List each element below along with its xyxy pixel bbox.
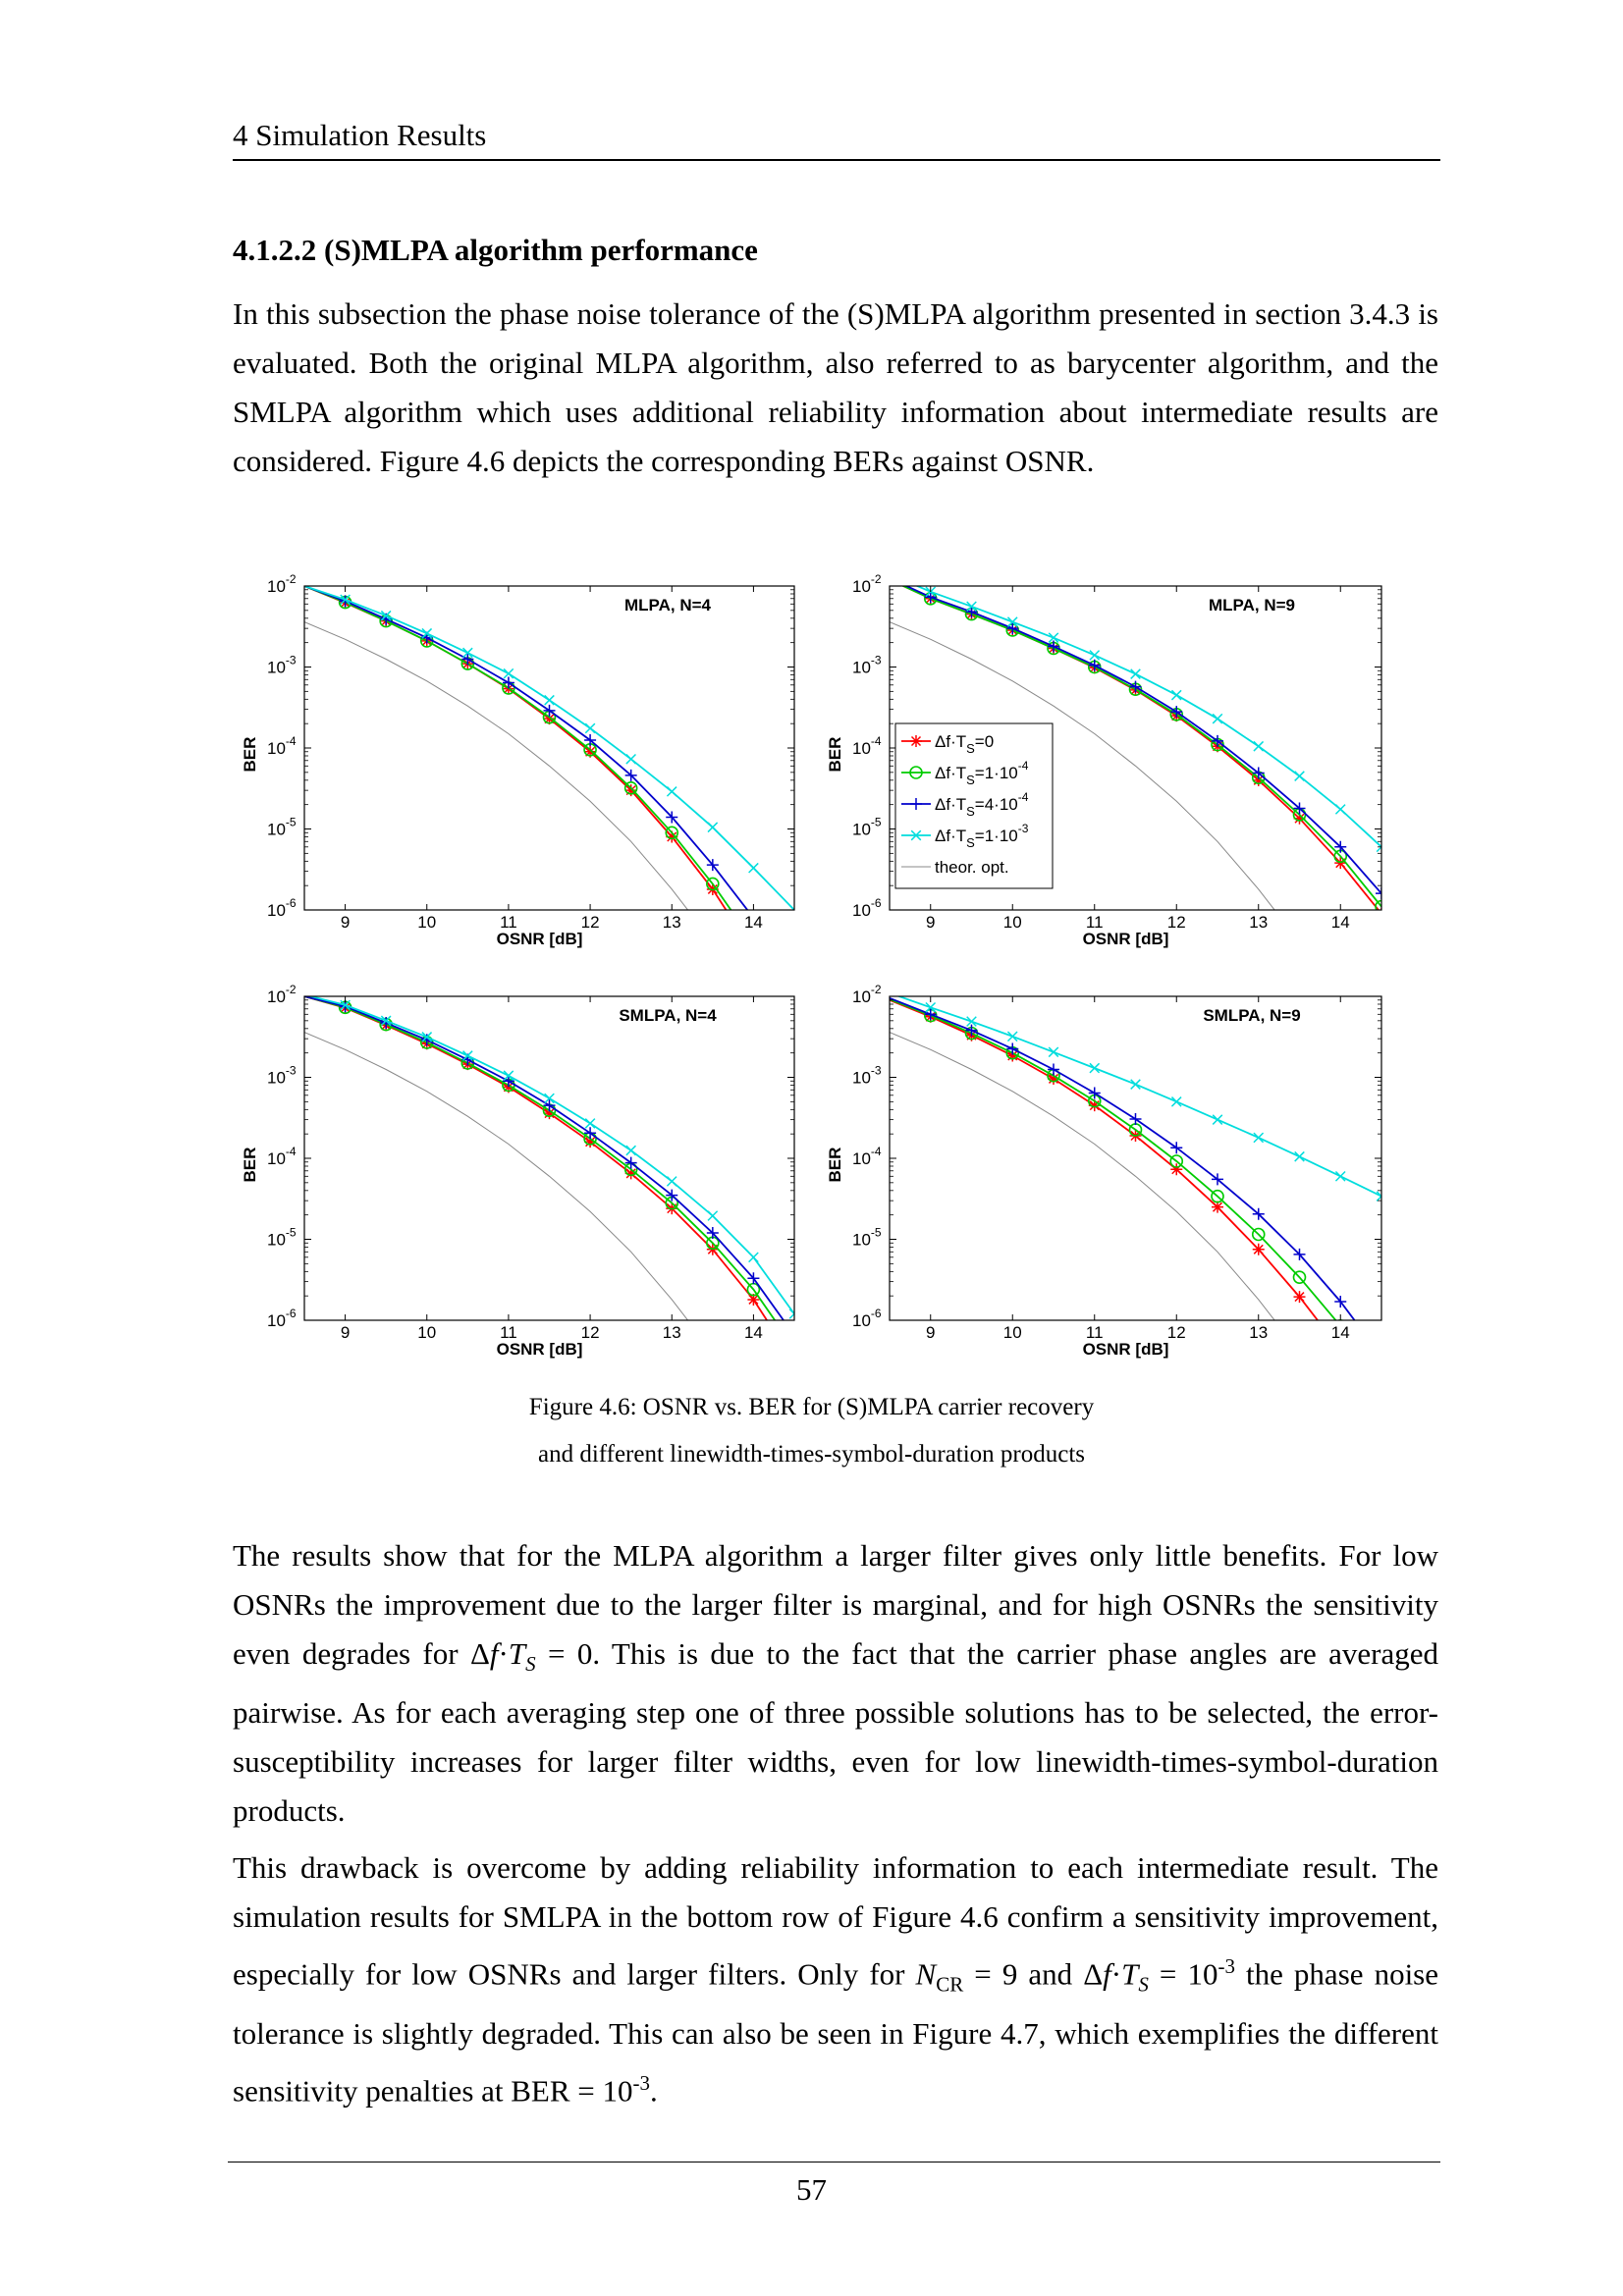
footer-rule: [228, 2162, 1440, 2163]
x-tick-label: 11: [1085, 913, 1104, 932]
data-point: [667, 1177, 676, 1187]
para3-exp1: -3: [1217, 1954, 1235, 1978]
plot-title: MLPA, N=4: [623, 596, 712, 614]
data-point: [1294, 1291, 1306, 1303]
para3-text-2: = 9 and Δ: [963, 1956, 1104, 1992]
x-tick-label: 13: [1249, 913, 1269, 932]
data-point: [749, 1253, 759, 1262]
axes-3: [241, 983, 794, 1359]
legend-label: $\Delta f\cdot T_S=0$: [935, 732, 995, 756]
x-tick-label: 14: [1330, 1323, 1350, 1342]
plot-title: SMLPA, N=9: [1203, 1006, 1301, 1025]
y-tick-label: $10^{-4}$: [267, 734, 297, 758]
x-tick-label: 13: [1249, 1323, 1269, 1342]
y-tick-label: $10^{-4}$: [852, 1145, 882, 1168]
x-tick-label: 13: [662, 913, 681, 932]
y-tick-label: $10^{-6}$: [852, 1307, 882, 1330]
para2-t: T: [508, 1636, 526, 1671]
y-tick-label: $10^{-3}$: [267, 1063, 297, 1088]
data-point: [1130, 1113, 1142, 1125]
axes-1: [241, 572, 794, 948]
para3-exp2: -3: [632, 2070, 651, 2095]
plot-mlpa-n4: [304, 586, 800, 1072]
data-point: [1131, 1080, 1141, 1090]
data-point: [1335, 805, 1345, 815]
data-point: [708, 1211, 718, 1221]
series-line: [304, 586, 794, 977]
data-point: [667, 787, 676, 797]
series-line: [304, 586, 794, 910]
x-axis-label: OSNR [dB]: [496, 1340, 583, 1359]
data-point: [1295, 1151, 1305, 1161]
x-tick-label: 9: [926, 913, 936, 932]
x-tick-label: 9: [340, 913, 351, 932]
data-point: [626, 754, 636, 764]
data-point: [1295, 772, 1305, 781]
data-point: [1212, 1201, 1223, 1213]
x-tick-label: 12: [580, 913, 600, 932]
series-line: [304, 622, 794, 1072]
para3-n: N: [915, 1956, 937, 1992]
data-point: [788, 1343, 800, 1355]
x-tick-label: 10: [417, 1323, 437, 1342]
data-point: [545, 695, 555, 705]
data-point: [1334, 1344, 1346, 1356]
x-tick-label: 11: [1085, 1323, 1104, 1342]
y-tick-label: $10^{-5}$: [267, 815, 297, 839]
figure-caption-line1: Figure 4.6: OSNR vs. BER for (S)MLPA carrier recovery: [528, 1394, 1095, 1420]
data-point: [1376, 1351, 1387, 1362]
data-point: [1049, 1047, 1058, 1057]
x-axis-label: OSNR [dB]: [1082, 930, 1169, 948]
plot-title: MLPA, N=9: [1208, 596, 1296, 614]
data-point: [1253, 1244, 1265, 1255]
series-line: [304, 586, 794, 1023]
para2-f: f: [489, 1636, 499, 1671]
y-tick-label: $10^{-2}$: [267, 572, 297, 596]
plot-frame: [304, 586, 794, 910]
series-line: [890, 993, 1381, 1197]
series-line: [890, 1000, 1381, 1384]
plot-title: SMLPA, N=4: [619, 1006, 717, 1025]
series-line: [890, 998, 1381, 1357]
legend-label: $\Delta f\cdot T_S=1\cdot 10^{-4}$: [935, 759, 1029, 787]
para2-t-sub: S: [525, 1652, 536, 1677]
para3-n-sub: CR: [936, 1972, 964, 1997]
data-point: [1254, 1133, 1264, 1143]
para3-text-5: .: [650, 2072, 658, 2108]
data-point: [1171, 1097, 1181, 1107]
x-tick-label: 10: [1002, 1323, 1022, 1342]
data-point: [749, 863, 759, 873]
x-tick-label: 11: [500, 1323, 517, 1342]
y-tick-label: $10^{-5}$: [852, 1225, 882, 1250]
data-point: [788, 971, 800, 983]
x-tick-label: 12: [1166, 1323, 1186, 1342]
legend-label: theor. opt.: [935, 858, 1009, 877]
y-tick-label: $10^{-5}$: [267, 1225, 297, 1250]
y-tick-label: $10^{-6}$: [267, 896, 297, 920]
y-axis-label: BER: [826, 736, 844, 773]
plot-frame: [304, 996, 794, 1320]
data-point: [788, 1329, 800, 1341]
data-point: [1213, 714, 1222, 723]
x-tick-label: 12: [1166, 913, 1186, 932]
para2-dot: ·: [498, 1636, 509, 1671]
data-point: [1090, 651, 1100, 661]
x-tick-label: 9: [340, 1323, 351, 1342]
plot-smlpa-n9: [890, 993, 1387, 1384]
running-title: 4 Simulation Results: [233, 118, 487, 152]
data-point: [585, 1119, 595, 1129]
data-point: [1334, 857, 1346, 869]
legend-label: $\Delta f\cdot T_S=1\cdot 10^{-3}$: [935, 822, 1029, 850]
page-number: 57: [796, 2172, 827, 2207]
data-point: [1090, 1063, 1100, 1073]
x-tick-label: 14: [743, 913, 763, 932]
para3-t-sub: S: [1138, 1972, 1149, 1997]
series-line: [304, 996, 794, 1362]
data-point: [1213, 1115, 1222, 1125]
data-point: [1131, 669, 1141, 679]
para2-text-2: = 0. This is due to the fact that the carrier phase angles are averaged pairwise. As for each averaging step one of three possible solutions has to be selected, the error-susceptibility increases for larger filter widths, even for low linewidth-times-symbol-duration products.: [233, 1636, 1439, 1829]
y-tick-label: $10^{-6}$: [267, 1307, 297, 1330]
x-tick-label: 13: [662, 1323, 681, 1342]
x-tick-label: 14: [1330, 913, 1350, 932]
paragraph-intro: In this subsection the phase noise tolerance of the (S)MLPA algorithm presented in section 3.4.3 is evaluated. Both the original MLPA algorithm, also referred to as barycenter algorithm, and the SMLPA algorithm which uses additional reliability information about intermediate results are considered. Figure 4.6 depicts the corresponding BERs against OSNR.: [233, 296, 1438, 478]
para3-t: T: [1121, 1956, 1139, 1992]
y-tick-label: $10^{-3}$: [852, 1063, 882, 1088]
paragraph-results: [233, 1531, 1438, 1836]
paragraph-smlpa: [233, 1843, 1438, 2115]
x-tick-label: 11: [500, 913, 517, 932]
para2-text-1: The results show that for the MLPA algorithm a larger filter gives only little benefits. For low OSNRs the improvement due to the larger filter is marginal, and for high OSNRs the sensitivity even degrades for Δ: [233, 1538, 1438, 1671]
data-point: [788, 1357, 800, 1368]
y-tick-label: $10^{-2}$: [267, 983, 297, 1006]
para3-text-3: = 10: [1148, 1956, 1218, 1992]
data-point: [1171, 690, 1181, 700]
x-axis-label: OSNR [dB]: [496, 930, 583, 948]
axes-2: [826, 572, 1381, 948]
para3-text-4: the phase noise tolerance is slightly degraded. This can also be seen in Figure 4.7, which exemplifies the different sensitivity penalties at BER = 10: [233, 1956, 1439, 2108]
series-line: [304, 996, 794, 1349]
figure-caption-line2: and different linewidth-times-symbol-duration products: [537, 1441, 1086, 1468]
y-axis-label: BER: [826, 1147, 844, 1183]
series-line: [890, 999, 1381, 1380]
data-point: [626, 1146, 636, 1155]
x-axis-label: OSNR [dB]: [1082, 1340, 1169, 1359]
data-point: [585, 723, 595, 733]
para3-text-1: This drawback is overcome by adding reliability information to each intermediate result. The simulation results for SMLPA in the bottom row of Figure 4.6 confirm a sensitivity improvement, especially for low OSNRs and larger filters. Only for: [233, 1850, 1438, 1992]
x-tick-label: 12: [580, 1323, 600, 1342]
data-point: [708, 823, 718, 832]
y-tick-label: $10^{-3}$: [267, 653, 297, 677]
series-line: [304, 1033, 794, 1384]
y-tick-label: $10^{-3}$: [852, 653, 882, 677]
data-point: [747, 946, 759, 958]
y-tick-label: $10^{-4}$: [267, 1145, 297, 1168]
para3-f: f: [1103, 1956, 1111, 1992]
x-tick-label: 10: [1002, 913, 1022, 932]
y-tick-label: $10^{-6}$: [852, 896, 882, 920]
data-point: [1376, 1374, 1387, 1384]
data-point: [1254, 741, 1264, 751]
plot-frame: [890, 996, 1381, 1320]
data-point: [1335, 1172, 1345, 1182]
data-point: [747, 936, 759, 948]
y-tick-label: $10^{-2}$: [852, 572, 882, 596]
x-tick-label: 14: [743, 1323, 763, 1342]
y-axis-label: BER: [241, 736, 259, 773]
data-point: [910, 735, 922, 747]
plot-smlpa-n4: [304, 994, 800, 1384]
y-axis-label: BER: [241, 1147, 259, 1183]
legend-label: $\Delta f\cdot T_S=4\cdot 10^{-4}$: [935, 790, 1029, 819]
x-tick-label: 9: [926, 1323, 936, 1342]
data-point: [1007, 1032, 1017, 1041]
y-tick-label: $10^{-4}$: [852, 734, 882, 758]
section-title: 4.1.2.2 (S)MLPA algorithm performance: [233, 233, 758, 267]
series-line: [304, 994, 794, 1313]
y-tick-label: $10^{-5}$: [852, 815, 882, 839]
series-line: [304, 996, 794, 1335]
x-tick-label: 10: [417, 913, 437, 932]
para3-dot: ·: [1110, 1956, 1122, 1992]
axes-4: [826, 983, 1381, 1359]
y-tick-label: $10^{-2}$: [852, 983, 882, 1006]
